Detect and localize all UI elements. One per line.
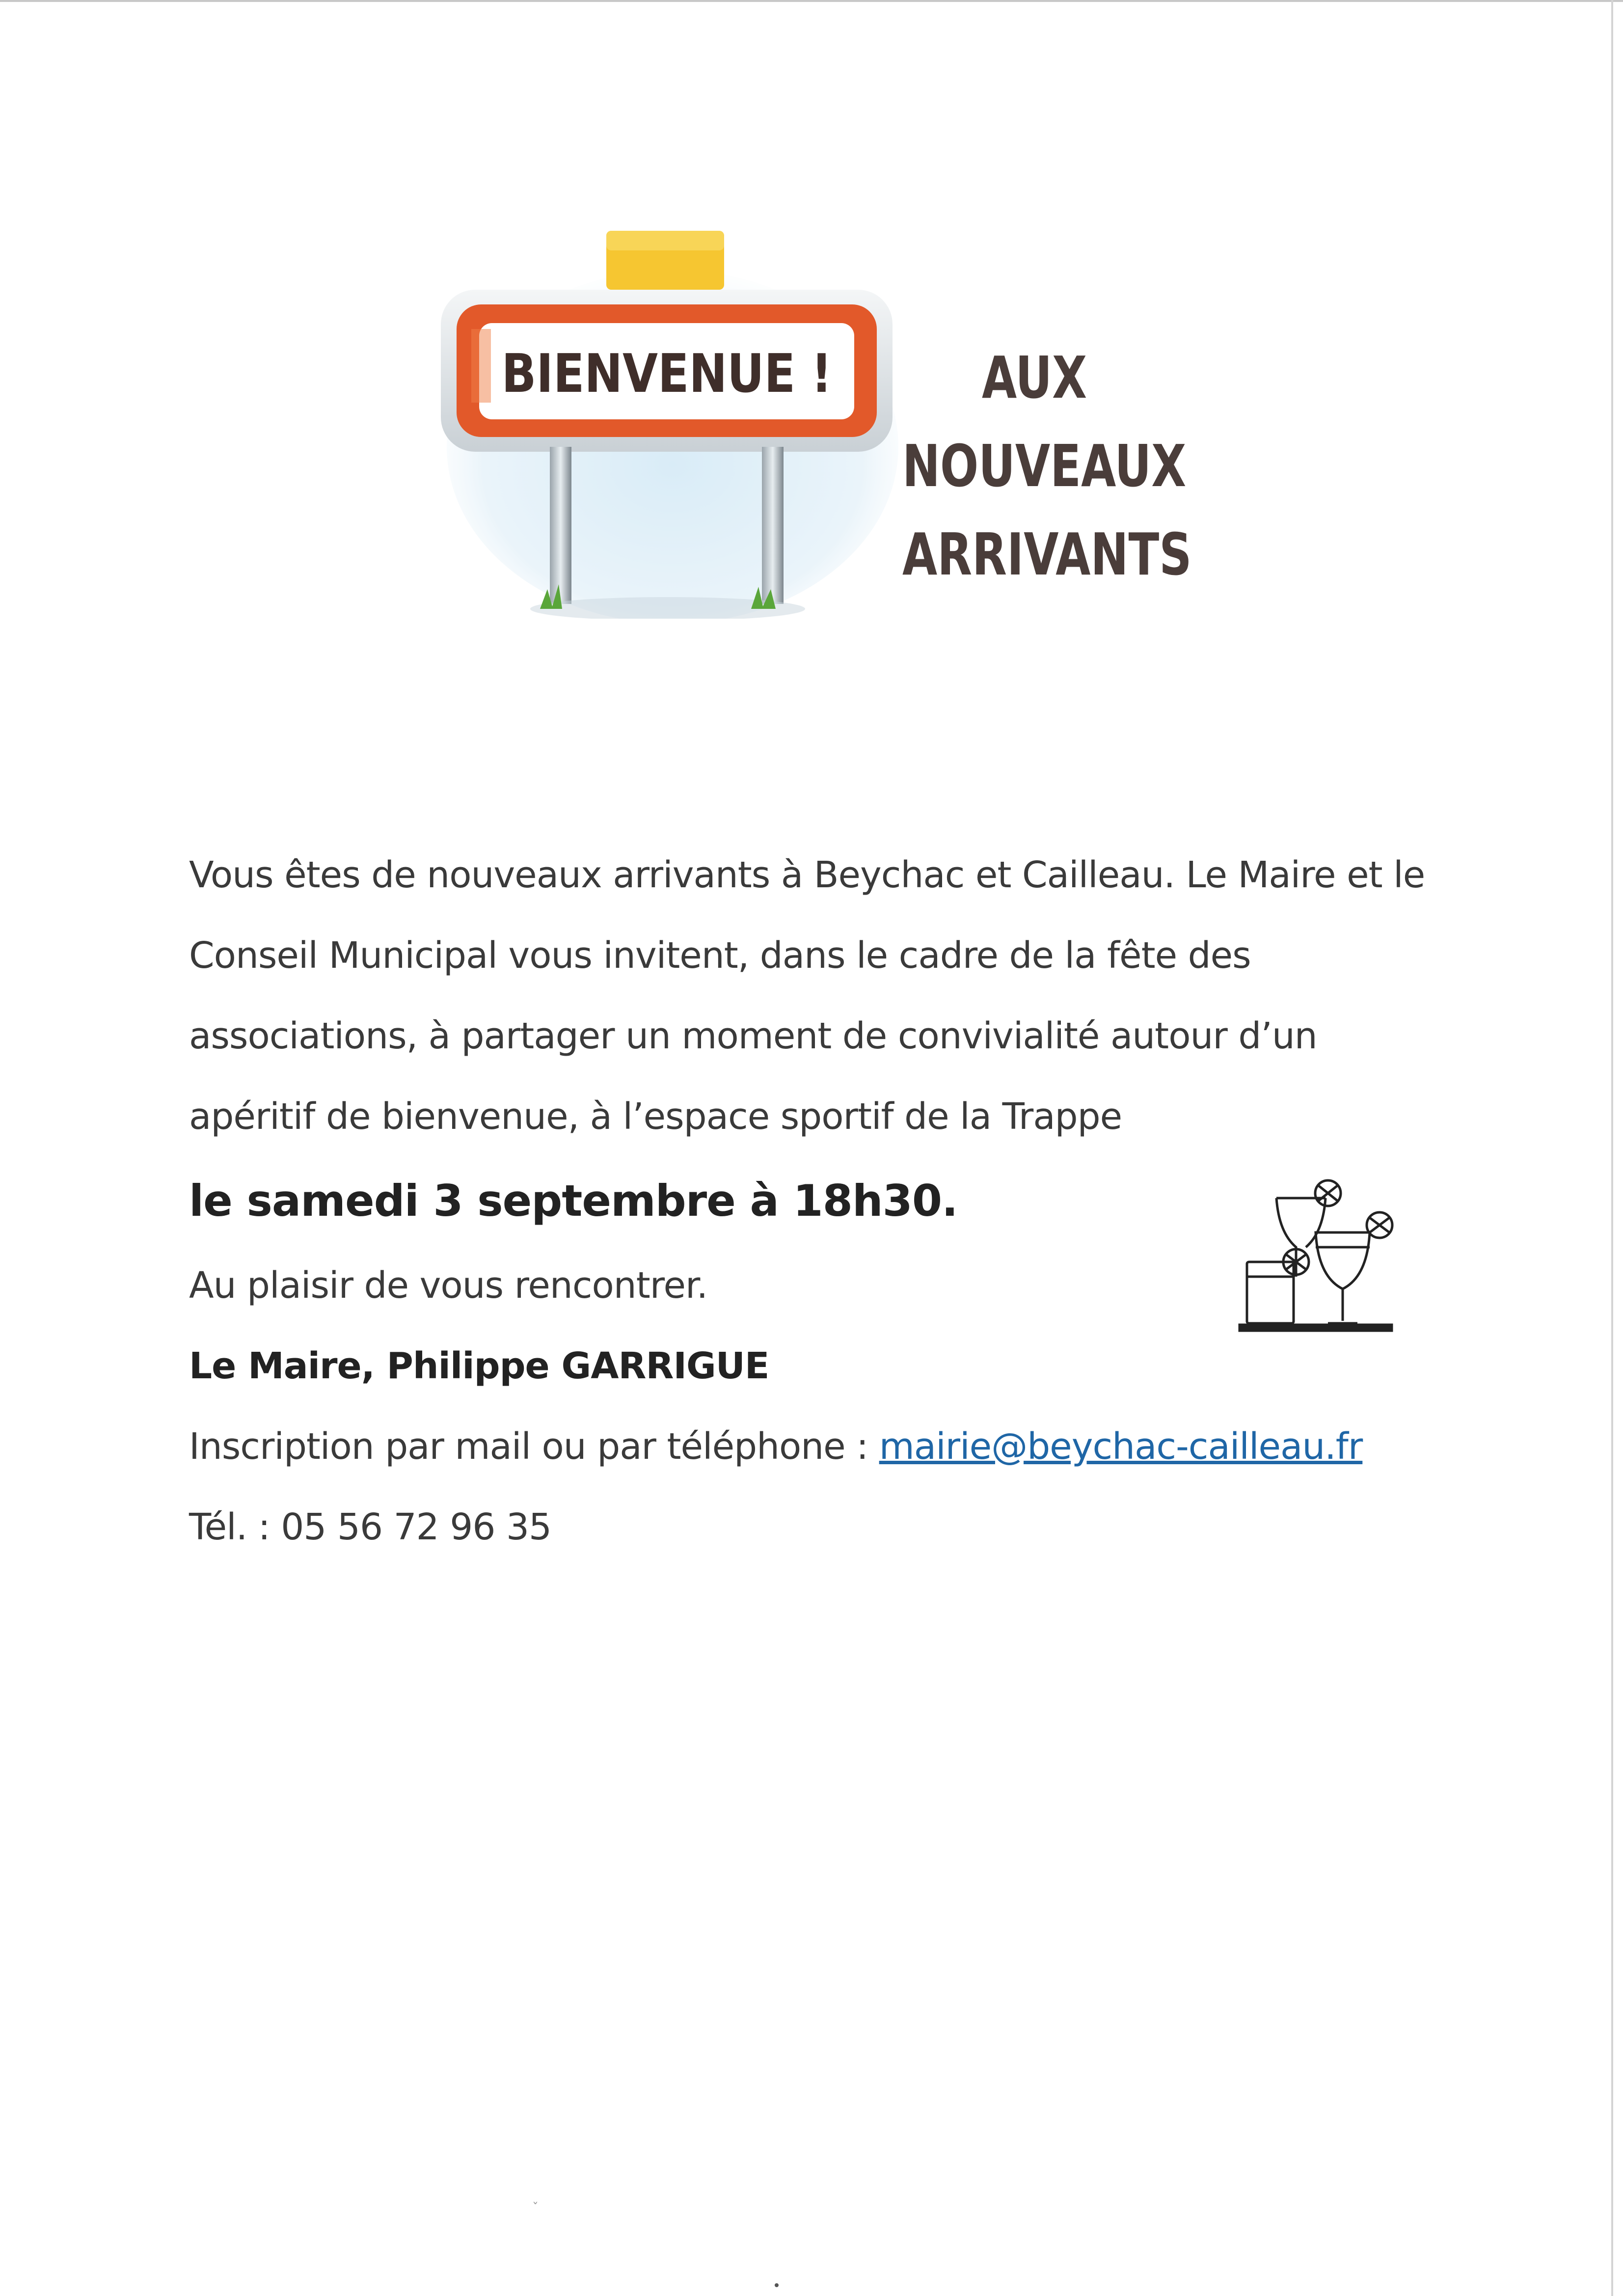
inscription-label: Inscription par mail ou par téléphone : xyxy=(189,1425,879,1468)
headline-line-1: AUX xyxy=(982,344,1087,411)
scan-edge-top xyxy=(0,0,1623,2)
headline-line-2: NOUVEAUX xyxy=(902,432,1187,500)
paragraph-line: Conseil Municipal vous invitent, dans le cadre de la fête des xyxy=(189,934,1251,977)
paragraph-line: Vous êtes de nouveaux arrivants à Beychac et Cailleau. Le Maire et le xyxy=(189,854,1425,896)
closing-line: Au plaisir de vous rencontrer. xyxy=(189,1264,708,1307)
cocktail-glasses-icon xyxy=(1237,1178,1399,1345)
phone-line: Tél. : 05 56 72 96 35 xyxy=(189,1506,552,1548)
email-link[interactable]: mairie@beychac-cailleau.fr xyxy=(879,1425,1363,1468)
paragraph-line: apéritif de bienvenue, à l’espace sportif de la Trappe xyxy=(189,1095,1122,1138)
scan-speck xyxy=(775,2283,779,2287)
sign-text: BIENVENUE ! xyxy=(501,343,832,405)
headline-line-3: ARRIVANTS xyxy=(902,520,1192,588)
event-date: le samedi 3 septembre à 18h30. xyxy=(189,1175,958,1226)
paragraph-line: associations, à partager un moment de convivialité autour d’un xyxy=(189,1015,1317,1057)
welcome-sign-icon xyxy=(432,216,913,619)
scan-speck: ˇ xyxy=(532,2201,539,2215)
inscription-line xyxy=(189,1406,1465,1487)
signature: Le Maire, Philippe GARRIGUE xyxy=(189,1345,769,1387)
scan-edge-right xyxy=(1611,0,1613,2296)
